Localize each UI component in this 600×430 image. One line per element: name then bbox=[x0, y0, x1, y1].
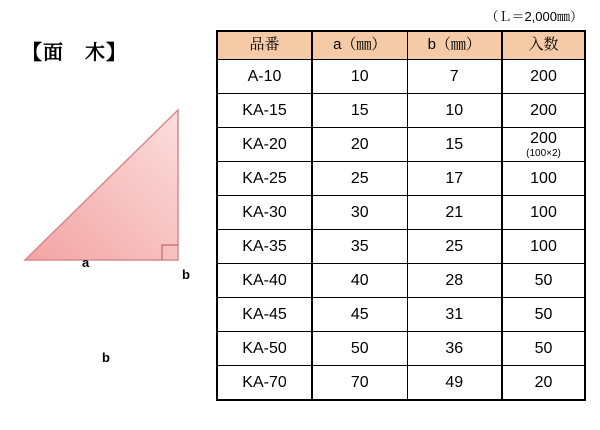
cell-b: 10 bbox=[407, 94, 502, 128]
cell-qty bbox=[502, 162, 585, 196]
cell-b: 21 bbox=[407, 196, 502, 230]
cell-b: 36 bbox=[407, 332, 502, 366]
cell-b: 28 bbox=[407, 264, 502, 298]
cell-code: A-10 bbox=[217, 60, 312, 94]
table-row bbox=[217, 264, 585, 298]
column-header-code: 品番 bbox=[217, 31, 312, 60]
cell-a: 50 bbox=[312, 332, 407, 366]
cell-qty bbox=[502, 264, 585, 298]
column-header-qty: 入数 bbox=[502, 31, 585, 60]
cell-qty-main: 50 bbox=[534, 305, 553, 323]
cell-a: 35 bbox=[312, 230, 407, 264]
cell-a: 30 bbox=[312, 196, 407, 230]
cell-a: 45 bbox=[312, 298, 407, 332]
table-header-row bbox=[217, 31, 585, 60]
cell-qty-main: 200 bbox=[530, 130, 557, 148]
column-header-b: b（㎜） bbox=[407, 31, 502, 60]
cell-qty-main: 100 bbox=[530, 203, 557, 221]
cell-qty-main: 20 bbox=[534, 373, 553, 391]
table-row bbox=[217, 298, 585, 332]
table-row bbox=[217, 162, 585, 196]
cell-b: 25 bbox=[407, 230, 502, 264]
column-header-a: a（㎜） bbox=[312, 31, 407, 60]
cell-a: 20 bbox=[312, 128, 407, 162]
diagram-panel bbox=[0, 0, 205, 430]
cell-a: 40 bbox=[312, 264, 407, 298]
cell-code: KA-50 bbox=[217, 332, 312, 366]
table-row bbox=[217, 366, 585, 401]
cell-b: 31 bbox=[407, 298, 502, 332]
cell-qty-main: 100 bbox=[530, 169, 557, 187]
table-row bbox=[217, 230, 585, 264]
table-row bbox=[217, 94, 585, 128]
cell-code: KA-20 bbox=[217, 128, 312, 162]
cell-qty-main: 200 bbox=[530, 67, 557, 85]
cell-qty-sub: (100×2) bbox=[526, 147, 561, 159]
cell-code: KA-30 bbox=[217, 196, 312, 230]
cell-b: 49 bbox=[407, 366, 502, 401]
cell-qty-main: 50 bbox=[534, 339, 553, 357]
table-body bbox=[217, 60, 585, 401]
cell-b: 17 bbox=[407, 162, 502, 196]
cell-a: 15 bbox=[312, 94, 407, 128]
cell-code: KA-45 bbox=[217, 298, 312, 332]
cell-a: 70 bbox=[312, 366, 407, 401]
cell-qty-main: 100 bbox=[530, 237, 557, 255]
label-side-a: a bbox=[82, 255, 90, 270]
cell-code: KA-25 bbox=[217, 162, 312, 196]
cell-qty bbox=[502, 230, 585, 264]
page-title: 【面 木】 bbox=[22, 42, 127, 64]
cell-code: KA-70 bbox=[217, 366, 312, 401]
label-side-b-horizontal: b bbox=[102, 350, 110, 365]
cell-code: KA-40 bbox=[217, 264, 312, 298]
cell-qty-main: 50 bbox=[534, 271, 553, 289]
table-row bbox=[217, 60, 585, 94]
triangle-diagram bbox=[10, 95, 205, 365]
table-row bbox=[217, 332, 585, 366]
cell-a: 10 bbox=[312, 60, 407, 94]
table-row bbox=[217, 128, 585, 162]
cell-qty bbox=[502, 332, 585, 366]
cell-b: 15 bbox=[407, 128, 502, 162]
spec-table bbox=[216, 30, 586, 401]
spec-panel bbox=[210, 0, 595, 430]
cell-b: 7 bbox=[407, 60, 502, 94]
length-note: （Ｌ＝2,000㎜） bbox=[485, 9, 583, 24]
cell-code: KA-35 bbox=[217, 230, 312, 264]
cell-qty bbox=[502, 196, 585, 230]
cell-qty bbox=[502, 128, 585, 162]
triangle-shape-icon bbox=[10, 95, 205, 295]
cell-qty bbox=[502, 298, 585, 332]
cell-qty bbox=[502, 60, 585, 94]
cell-code: KA-15 bbox=[217, 94, 312, 128]
label-side-b-vertical: b bbox=[182, 267, 190, 282]
cell-a: 25 bbox=[312, 162, 407, 196]
cell-qty bbox=[502, 94, 585, 128]
cell-qty bbox=[502, 366, 585, 401]
table-row bbox=[217, 196, 585, 230]
cell-qty-main: 200 bbox=[530, 101, 557, 119]
